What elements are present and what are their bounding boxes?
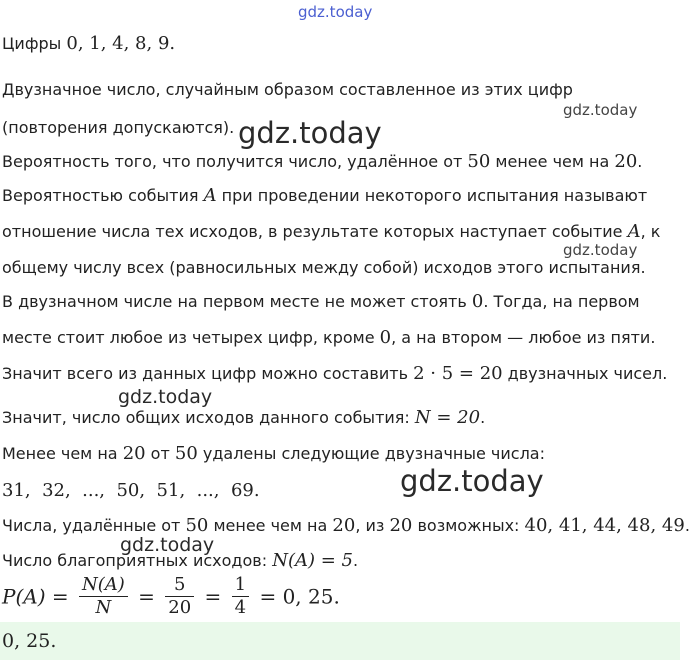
- watermark: gdz.today: [120, 534, 215, 556]
- watermark: gdz.today: [238, 116, 382, 150]
- text: .: [480, 408, 486, 427]
- text-line-favorable: [2, 515, 690, 537]
- math: 50: [185, 515, 209, 536]
- text: менее чем на: [208, 516, 333, 535]
- text-line-condition: [2, 79, 573, 101]
- text-line-question: [2, 151, 642, 173]
- math: 0: [379, 327, 392, 348]
- text: В двузначном числе на первом месте не может стоять: [2, 292, 472, 311]
- math: 20: [332, 515, 356, 536]
- math: 0, 1, 4, 8, 9.: [66, 33, 176, 54]
- text: .: [637, 152, 643, 171]
- text-line-favorable-count: [2, 550, 358, 572]
- math: A: [627, 221, 641, 242]
- fraction: [165, 574, 194, 619]
- fraction-denominator: 4: [234, 597, 247, 618]
- watermark: gdz.today: [400, 464, 544, 498]
- text-line-total: [2, 363, 667, 385]
- text: общему числу всех (равносильных между собой) исходов этого испытания.: [2, 258, 646, 277]
- math: 20: [614, 151, 638, 172]
- text: месте стоит любое из четырех цифр, кроме: [2, 328, 380, 347]
- text: .: [684, 516, 690, 535]
- math: N = 20: [414, 407, 481, 428]
- text-line-condition-note: [2, 117, 234, 139]
- math: 31, 32, ..., 50, 51, ..., 69.: [2, 480, 260, 501]
- text: при проведении некоторого испытания называют: [216, 186, 648, 205]
- math: 2 · 5 = 20: [413, 363, 503, 384]
- text: от: [145, 444, 175, 463]
- math: A: [203, 185, 217, 206]
- text: Вероятностью события: [2, 186, 204, 205]
- text: отношение числа тех исходов, в результате которых наступает событие: [2, 222, 628, 241]
- watermark: gdz.today: [563, 241, 638, 259]
- text-line-first-digit: [2, 291, 640, 313]
- text: (повторения допускаются).: [2, 118, 235, 137]
- text-line-definition-1: [2, 185, 647, 207]
- text: менее чем на: [490, 152, 615, 171]
- math: N(A) = 5: [272, 550, 353, 571]
- text: Вероятность того, что получится число, удалённое от: [2, 152, 468, 171]
- text: Двузначное число, случайным образом составленное из этих цифр: [2, 80, 573, 99]
- formula-lhs: P(A) =: [2, 584, 69, 609]
- text-line-total-outcomes: [2, 407, 485, 429]
- text: , к: [640, 222, 661, 241]
- formula-result: = 0, 25.: [259, 584, 340, 609]
- text: удалены следующие двузначные числа:: [197, 444, 545, 463]
- answer-box: [0, 622, 680, 660]
- text: возможных:: [412, 516, 525, 535]
- math: 40, 41, 44, 48, 49: [524, 515, 685, 536]
- text: Значит всего из данных цифр можно составить: [2, 364, 414, 383]
- answer-value: 0, 25.: [2, 630, 57, 652]
- text: Цифры: [2, 34, 67, 53]
- text: . Тогда, на первом: [483, 292, 640, 311]
- fraction: [232, 574, 249, 619]
- text-line-definition-2: [2, 221, 660, 243]
- text-line-digits: [2, 33, 175, 55]
- text: , из: [355, 516, 390, 535]
- math: 0: [471, 291, 484, 312]
- equals-sign: =: [204, 584, 222, 609]
- fraction: [79, 574, 128, 619]
- text: .: [352, 551, 359, 570]
- text: Значит, число общих исходов данного события:: [2, 408, 415, 427]
- text: Число благоприятных исходов:: [2, 551, 273, 570]
- probability-formula: [2, 574, 340, 619]
- math: 20: [122, 443, 146, 464]
- math: 20: [389, 515, 413, 536]
- fraction-denominator: 20: [168, 597, 192, 618]
- text-line-second-digit: [2, 327, 655, 349]
- watermark-top: gdz.today: [298, 3, 373, 21]
- text: Менее чем на: [2, 444, 123, 463]
- watermark: gdz.today: [118, 386, 213, 408]
- text: Числа, удалённые от: [2, 516, 186, 535]
- text-line-range: [2, 443, 545, 465]
- fraction-numerator: 5: [165, 574, 194, 597]
- fraction-numerator: 1: [232, 574, 249, 597]
- fraction-denominator: N: [95, 597, 112, 618]
- text-line-number-list: [2, 480, 260, 502]
- watermark: gdz.today: [563, 101, 638, 119]
- equals-sign: =: [138, 584, 155, 609]
- fraction-numerator: N(A): [79, 574, 128, 597]
- text-line-definition-3: [2, 257, 646, 279]
- math: 50: [174, 443, 198, 464]
- text: двузначных чисел.: [502, 364, 668, 383]
- math: 50: [467, 151, 491, 172]
- text: , а на втором — любое из пяти.: [391, 328, 656, 347]
